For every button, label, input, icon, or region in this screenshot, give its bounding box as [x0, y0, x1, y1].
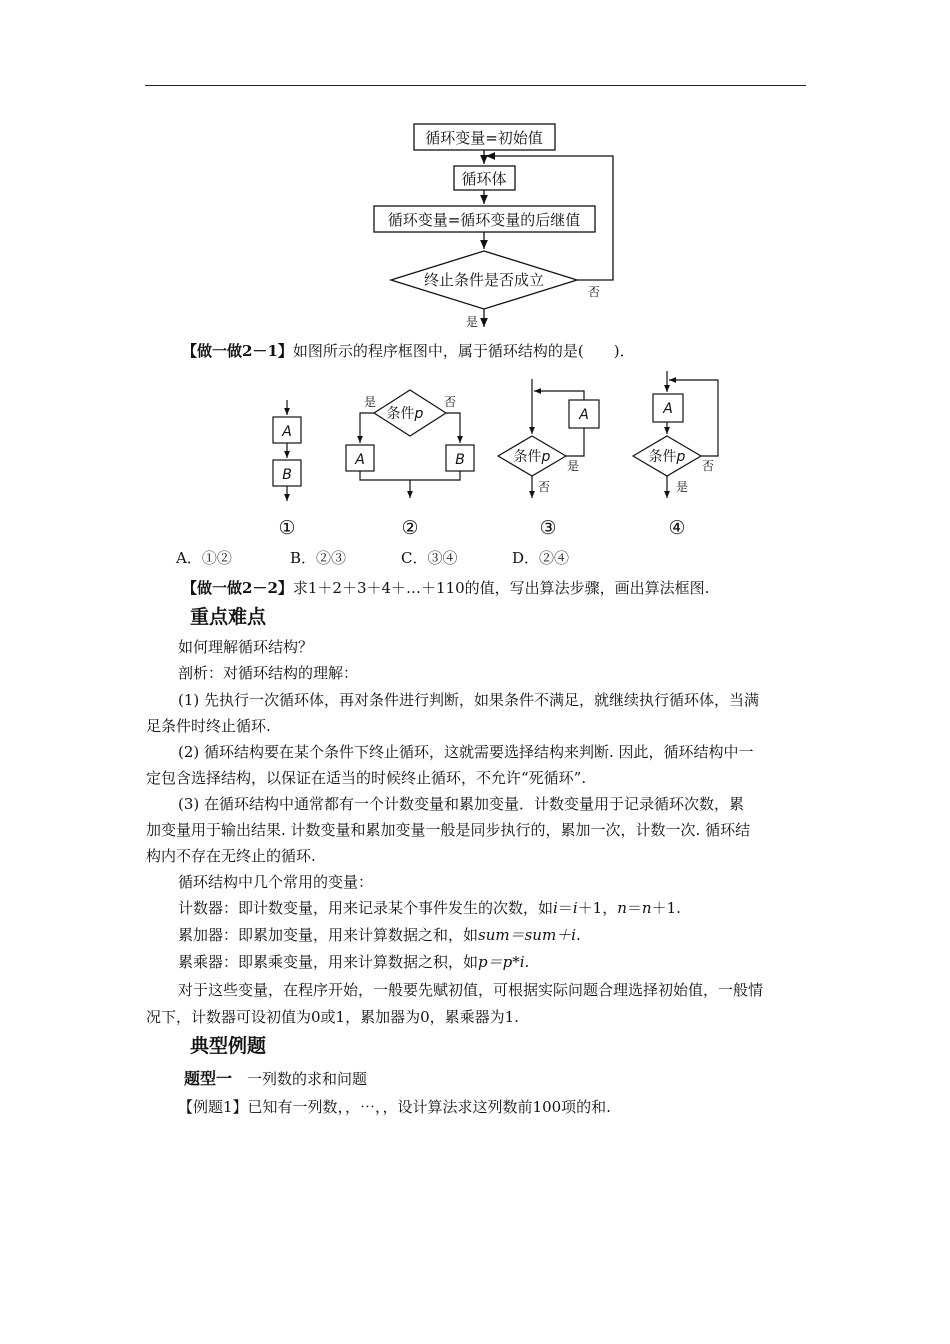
- para-3-line-2: 加变量用于输出结果. 计数变量和累加变量一般是同步执行的，累加一次，计数一次. 循环结: [146, 821, 751, 839]
- c2-cond: 条件p: [386, 406, 424, 422]
- multiplier-line: [178, 952, 529, 972]
- body-text: 循环体: [461, 170, 507, 188]
- para-2-line-1: (2) 循环结构要在某个条件下终止循环，这就需要选择结构来判断. 因此，循环结构中一: [178, 743, 754, 761]
- init-text: 循环变量=初始值: [425, 129, 543, 147]
- section-heading-key-points: 重点难点: [190, 606, 267, 628]
- option-d: D．②④: [512, 549, 570, 567]
- para-2-line-2: 定包含选择结构，以保证在适当的时候终止循环，不允许“死循环”.: [146, 769, 587, 787]
- condition-text: 终止条件是否成立: [423, 271, 545, 289]
- vars-intro: 循环结构中几个常用的变量：: [178, 873, 374, 891]
- label-3: ③: [539, 517, 557, 539]
- c4-no: 否: [701, 459, 715, 473]
- option-c: C．③④: [401, 549, 458, 567]
- option-a: A．①②: [176, 549, 232, 567]
- adder-text: 累加器：即累加变量，用来计算数据之和，如: [178, 926, 479, 944]
- c2-box-a: A: [355, 452, 365, 468]
- counter-line: [178, 898, 681, 918]
- example-1-tag: 【例题1】: [178, 1098, 248, 1116]
- example-1: [178, 1097, 611, 1117]
- plus-one: ＋1.: [651, 899, 681, 917]
- section-heading-examples: 典型例题: [190, 1035, 267, 1057]
- counter-text: 计数器：即计数变量，用来记录某个事件发生的次数，如: [178, 899, 554, 917]
- type-1: [184, 1069, 367, 1089]
- c3-yes: 是: [566, 459, 580, 473]
- para-1-line-2: 足条件时终止循环.: [146, 717, 271, 735]
- adder-expr: sum＝sum＋i.: [478, 926, 581, 944]
- para-3-line-3: 构内不存在无终止的循环.: [146, 847, 316, 865]
- c1-box-a: A: [282, 424, 292, 440]
- plus-one: ＋1，: [577, 899, 618, 917]
- c4-yes: 是: [675, 480, 689, 494]
- exercise-2-1-text: 如图所示的程序框图中，属于循环结构的是( )．: [292, 342, 635, 360]
- chart-4: [633, 371, 718, 498]
- c3-no: 否: [537, 480, 551, 494]
- c1-box-b: B: [282, 467, 292, 483]
- label-2: ②: [401, 517, 419, 539]
- exercise-2-2-tag: 【做一做2－2】: [182, 579, 293, 597]
- type-1-text: 一列数的求和问题: [247, 1070, 368, 1088]
- label-1: ①: [278, 517, 296, 539]
- para-4-line-2: 况下，计数器可设初值为0或1，累加器为0，累乘器为1.: [146, 1008, 519, 1026]
- c2-yes: 是: [363, 395, 377, 409]
- para-3-line-1: (3) 在循环结构中通常都有一个计数变量和累加变量．计数变量用于记录循环次数，累: [178, 795, 745, 813]
- equals: ＝: [626, 899, 642, 917]
- analysis: 剖析：对循环结构的理解：: [178, 664, 359, 682]
- update-text: 循环变量=循环变量的后继值: [387, 211, 581, 229]
- var-n: n: [617, 899, 627, 917]
- c3-box-a: A: [579, 407, 589, 423]
- var-n: n: [641, 899, 652, 917]
- equals: ＝: [557, 899, 573, 917]
- option-b: B．②③: [290, 549, 347, 567]
- c4-cond: 条件p: [648, 449, 686, 465]
- adder-line: [178, 925, 581, 945]
- exercise-2-2-text: 求1＋2＋3＋4＋…＋110的值，写出算法步骤，画出算法框图.: [292, 579, 710, 597]
- question: 如何理解循环结构？: [178, 638, 314, 656]
- yes-label: 是: [465, 315, 479, 329]
- multiplier-expr: p＝p*i.: [478, 953, 530, 971]
- type-1-tag: 题型一: [184, 1069, 233, 1088]
- exercise-2-1-tag: 【做一做2－1】: [182, 342, 293, 360]
- var-i: i: [572, 899, 578, 917]
- example-1-text: 已知有一列数，，⋯，，设计算法求这列数前100项的和.: [247, 1098, 611, 1116]
- c3-cond: 条件p: [513, 449, 551, 465]
- chart-1: [273, 400, 301, 501]
- c2-no: 否: [443, 395, 457, 409]
- multiplier-text: 累乘器：即累乘变量，用来计算数据之积，如: [178, 953, 479, 971]
- small-flowcharts: [0, 0, 950, 560]
- exercise-2-2: [182, 578, 709, 598]
- var-i: i: [553, 899, 558, 917]
- c4-box-a: A: [663, 401, 673, 417]
- label-4: ④: [668, 517, 686, 539]
- para-4-line-1: 对于这些变量，在程序开始，一般要先赋初值，可根据实际问题合理选择初始值，一般情: [178, 981, 764, 999]
- para-1-line-1: (1) 先执行一次循环体，再对条件进行判断，如果条件不满足，就继续执行循环体，当满: [178, 691, 760, 709]
- no-label: 否: [587, 285, 601, 299]
- c2-box-b: B: [455, 452, 465, 468]
